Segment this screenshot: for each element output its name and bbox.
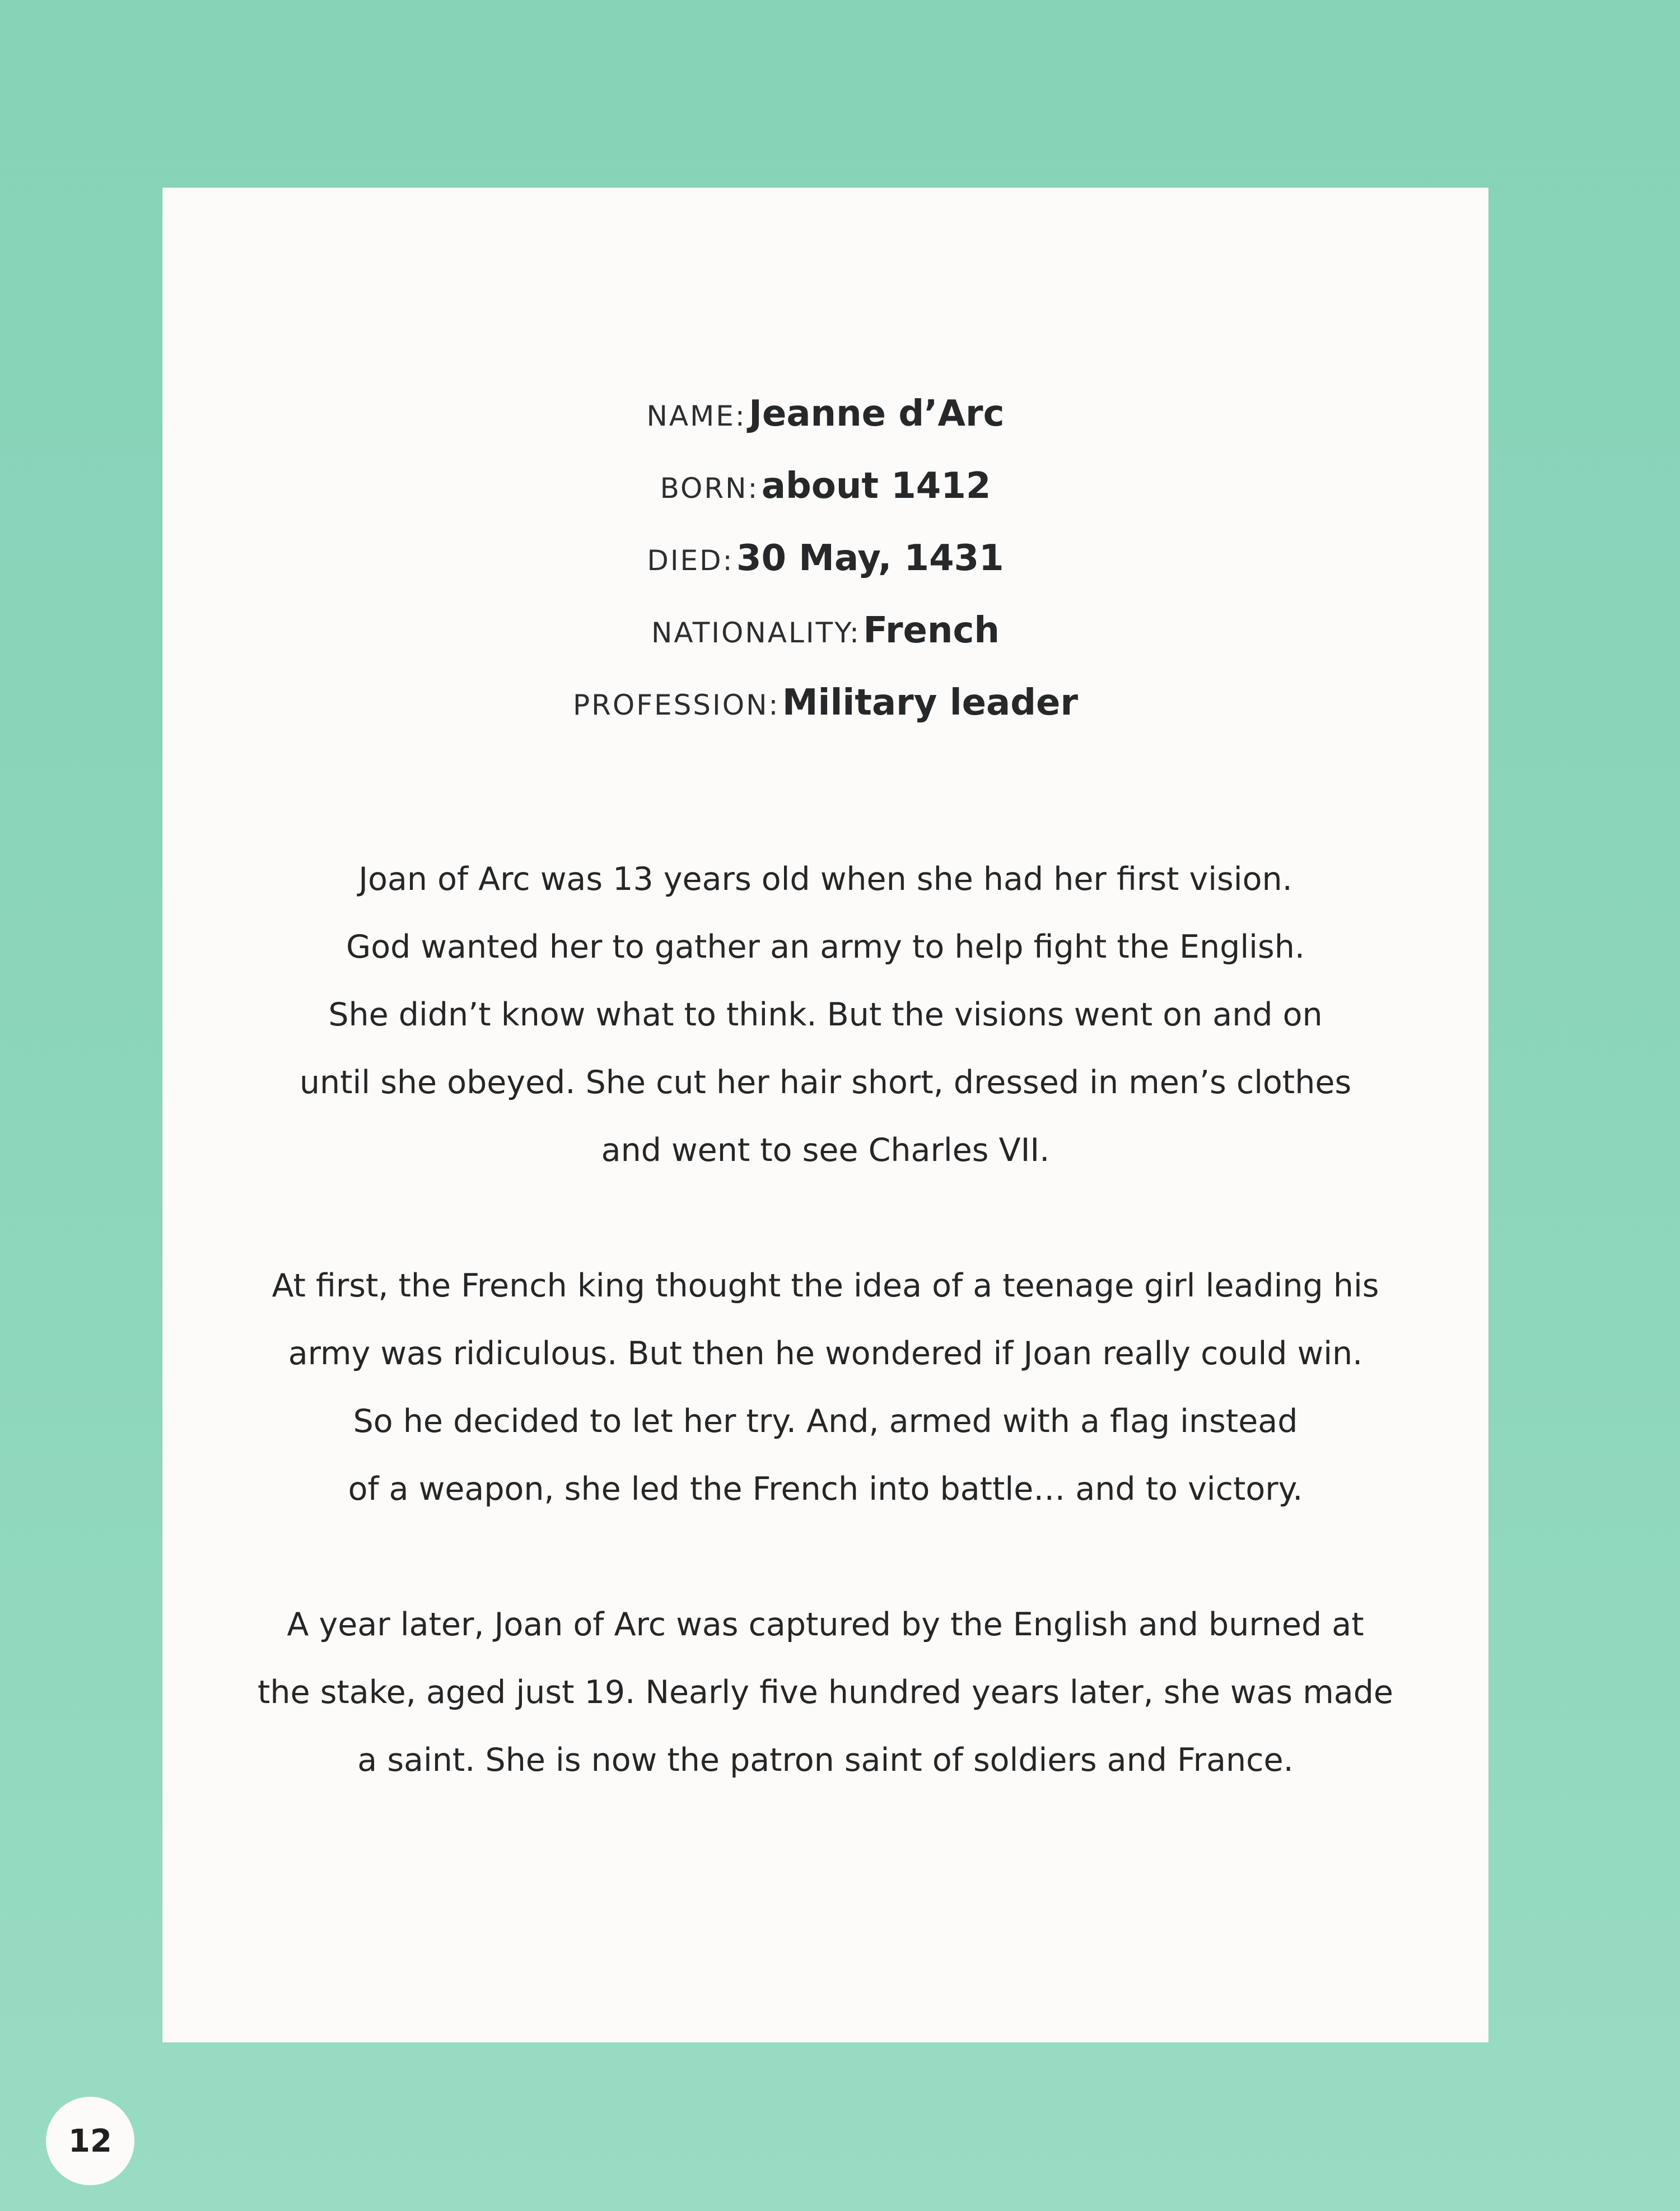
text-line: the stake, aged just 19. Nearly five hundred years later, she was made	[258, 1674, 1393, 1711]
fact-label: NATIONALITY:	[651, 617, 861, 649]
page-number: 12	[68, 2123, 112, 2159]
text-line: A year later, Joan of Arc was captured by the English and burned at	[287, 1606, 1364, 1643]
fact-name	[162, 378, 1488, 450]
fact-value: Jeanne d’Arc	[749, 393, 1005, 435]
page-number-badge	[46, 2097, 134, 2185]
fact-value: French	[863, 610, 1000, 651]
text-line: of a weapon, she led the French into battle… and to victory.	[348, 1471, 1303, 1508]
content-card	[162, 188, 1488, 2042]
fact-nationality	[162, 595, 1488, 667]
fact-born	[162, 450, 1488, 523]
fact-label: NAME:	[646, 400, 746, 432]
fact-value: about 1412	[761, 465, 991, 507]
text-line: She didn’t know what to think. But the visions went on and on	[328, 996, 1323, 1033]
text-line: So he decided to let her try. And, armed with a flag instead	[353, 1403, 1298, 1440]
paragraph-gap	[241, 1184, 1410, 1252]
text-line: Joan of Arc was 13 years old when she had her first vision.	[358, 861, 1292, 898]
text-line: a saint. She is now the patron saint of soldiers and France.	[357, 1742, 1294, 1779]
fact-label: BORN:	[660, 472, 759, 505]
text-line: until she obeyed. She cut her hair short, dressed in men’s clothes	[299, 1064, 1352, 1101]
text-line: God wanted her to gather an army to help fight the English.	[346, 929, 1305, 965]
fact-label: DIED:	[647, 544, 734, 577]
paragraph-legacy	[241, 1591, 1410, 1794]
biography-text	[241, 846, 1410, 1794]
fact-list	[162, 378, 1488, 739]
paragraph-battle	[241, 1252, 1410, 1523]
paragraph-gap	[241, 1523, 1410, 1591]
fact-value: 30 May, 1431	[736, 538, 1004, 579]
text-line: and went to see Charles VII.	[601, 1132, 1050, 1169]
fact-value: Military leader	[782, 682, 1079, 724]
paragraph-first-vision	[241, 846, 1410, 1184]
fact-label: PROFESSION:	[572, 689, 780, 721]
fact-died	[162, 523, 1488, 595]
fact-profession	[162, 667, 1488, 739]
text-line: army was ridiculous. But then he wondered if Joan really could win.	[288, 1335, 1363, 1372]
text-line: At first, the French king thought the idea of a teenage girl leading his	[272, 1267, 1379, 1304]
